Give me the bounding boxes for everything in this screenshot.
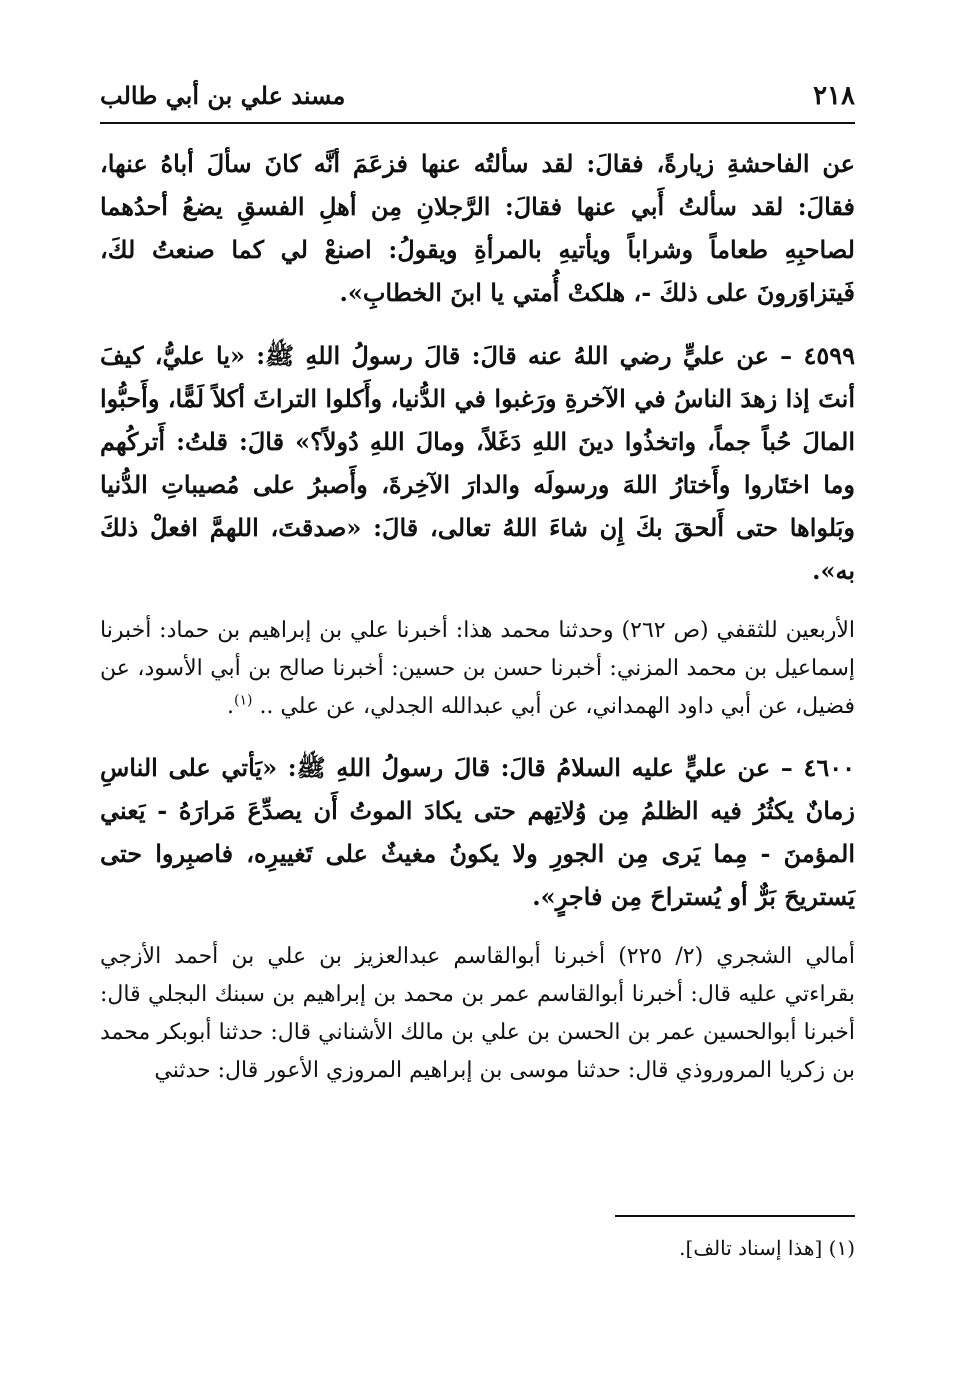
hadith-4599 — [100, 334, 855, 592]
hadith-4600 — [100, 746, 855, 918]
hadith-text: – عن عليٍّ رضي اللهُ عنه قالَ: قالَ رسولُ اللهِ ﷺ: «يا عليُّ، كيفَ أنتَ إذا زهدَ الناسُ في الآخرةِ ورَغبوا في الدُّنيا، وأَكلوا التراثَ أكلاً لَمًّا، وأَحبُّوا المالَ حُباً جماً، واتخذُوا دينَ اللهِ دَغَلاً، ومالَ اللهِ دُولاً؟» قالَ: قلتُ: أَتركُهم وما اختَاروا وأَختارُ اللهَ ورسولَه والدارَ الآخِرةَ، وأَصبرُ على مُصيباتِ الدُّنيا وبَلواها حتى أَلحقَ بكَ إِن شاءَ اللهُ تعالى، قالَ: «صدقتَ، اللهمَّ افعلْ ذلكَ به». — [100, 341, 855, 585]
footnotes — [100, 1232, 855, 1264]
source-citation-text: أمالي الشجري (٢/ ٢٢٥) أخبرنا أبوالقاسم عبدالعزيز بن علي بن أحمد الأزجي بقراءتي عليه قال: أخبرنا أبوالقاسم عمر بن محمد بن إبراهيم بن سبنك البجلي قال: أخبرنا أبوالحسين عمر بن الحسن بن علي بن مالك الأشناني قال: حدثنا أبوبكر محمد بن زكريا المروروذي قال: حدثنا موسى بن إبراهيم المروزي الأعور قال: حدثني — [100, 944, 856, 1083]
header-rule — [100, 122, 855, 124]
page-number: ٢١٨ — [813, 81, 855, 111]
running-title: مسند علي بن أبي طالب — [100, 81, 346, 110]
hadith-continuation — [100, 142, 855, 314]
source-citation: الأربعين للثقفي (ص ٢٦٢) وحدثنا محمد هذا: أخبرنا علي بن إبراهيم بن حماد: أخبرنا إسماعيل بن محمد المزني: أخبرنا حسن بن حسين: أخبرنا صالح بن أبي الأسود، عن فضيل، عن أبي داود الهمداني، عن أبي عبدالله الجدلي، عن علي .. $^{(١)}$. — [100, 618, 855, 719]
source-citation — [100, 938, 855, 1090]
hadith-number: ٤٥٩٩ — [803, 341, 855, 370]
footnote-mark: (١) — [828, 1236, 855, 1260]
hadith-continuation-text: عن الفاحشةِ زيارةً، فقالَ: لقد سألتُه عنها فزعَمَ أنَّه كانَ سألَ أباهُ عنها، فقالَ: لقد سألتُ أَبي عنها فقالَ: الرَّجلانِ مِن أهلِ الفسقِ يضعُ أحدُهما لصاحبِهِ طعاماً وشراباً ويأتيهِ بالمرأةِ ويقولُ: اصنعْ لي كما صنعتُ لكَ، فَيتزاوَرونَ على ذلكَ -، هلكتْ أُمتي يا ابنَ الخطابِ». — [100, 149, 855, 307]
hadith-text: – عن عليٍّ عليه السلامُ قالَ: قالَ رسولُ اللهِ ﷺ: «يَأتي على الناسِ زمانٌ يكثُرُ فيه الظلمُ مِن وُلاتِهم حتى يكادَ الموتُ أَن يصدِّعَ مَرارَهُ - يَعني المؤمنَ - مِما يَرى مِن الجورِ ولا يكونُ مغيثٌ على تَغييرِه، فاصبِروا حتى يَستريحَ بَرٌّ أو يُستراحَ مِن فاجرٍ». — [100, 753, 855, 911]
hadith-number: ٤٦٠٠ — [803, 753, 855, 782]
page-header — [100, 78, 855, 120]
footnote-rule — [615, 1215, 855, 1217]
footnote — [100, 1232, 855, 1264]
footnote-reference[interactable]: (١) — [233, 692, 253, 709]
footnote-text: [هذا إسناد تالف]. — [679, 1236, 823, 1260]
main-text — [100, 142, 855, 1110]
source-citation-text: الأربعين للثقفي (ص ٢٦٢) وحدثنا محمد هذا: أخبرنا علي بن إبراهيم بن حماد: أخبرنا إسماعيل بن محمد المزني: أخبرنا حسن بن حسين: أخبرنا صالح بن أبي الأسود، عن فضيل، عن أبي داود الهمداني، عن أبي عبدالله الجدلي، عن علي .. — [100, 618, 855, 719]
